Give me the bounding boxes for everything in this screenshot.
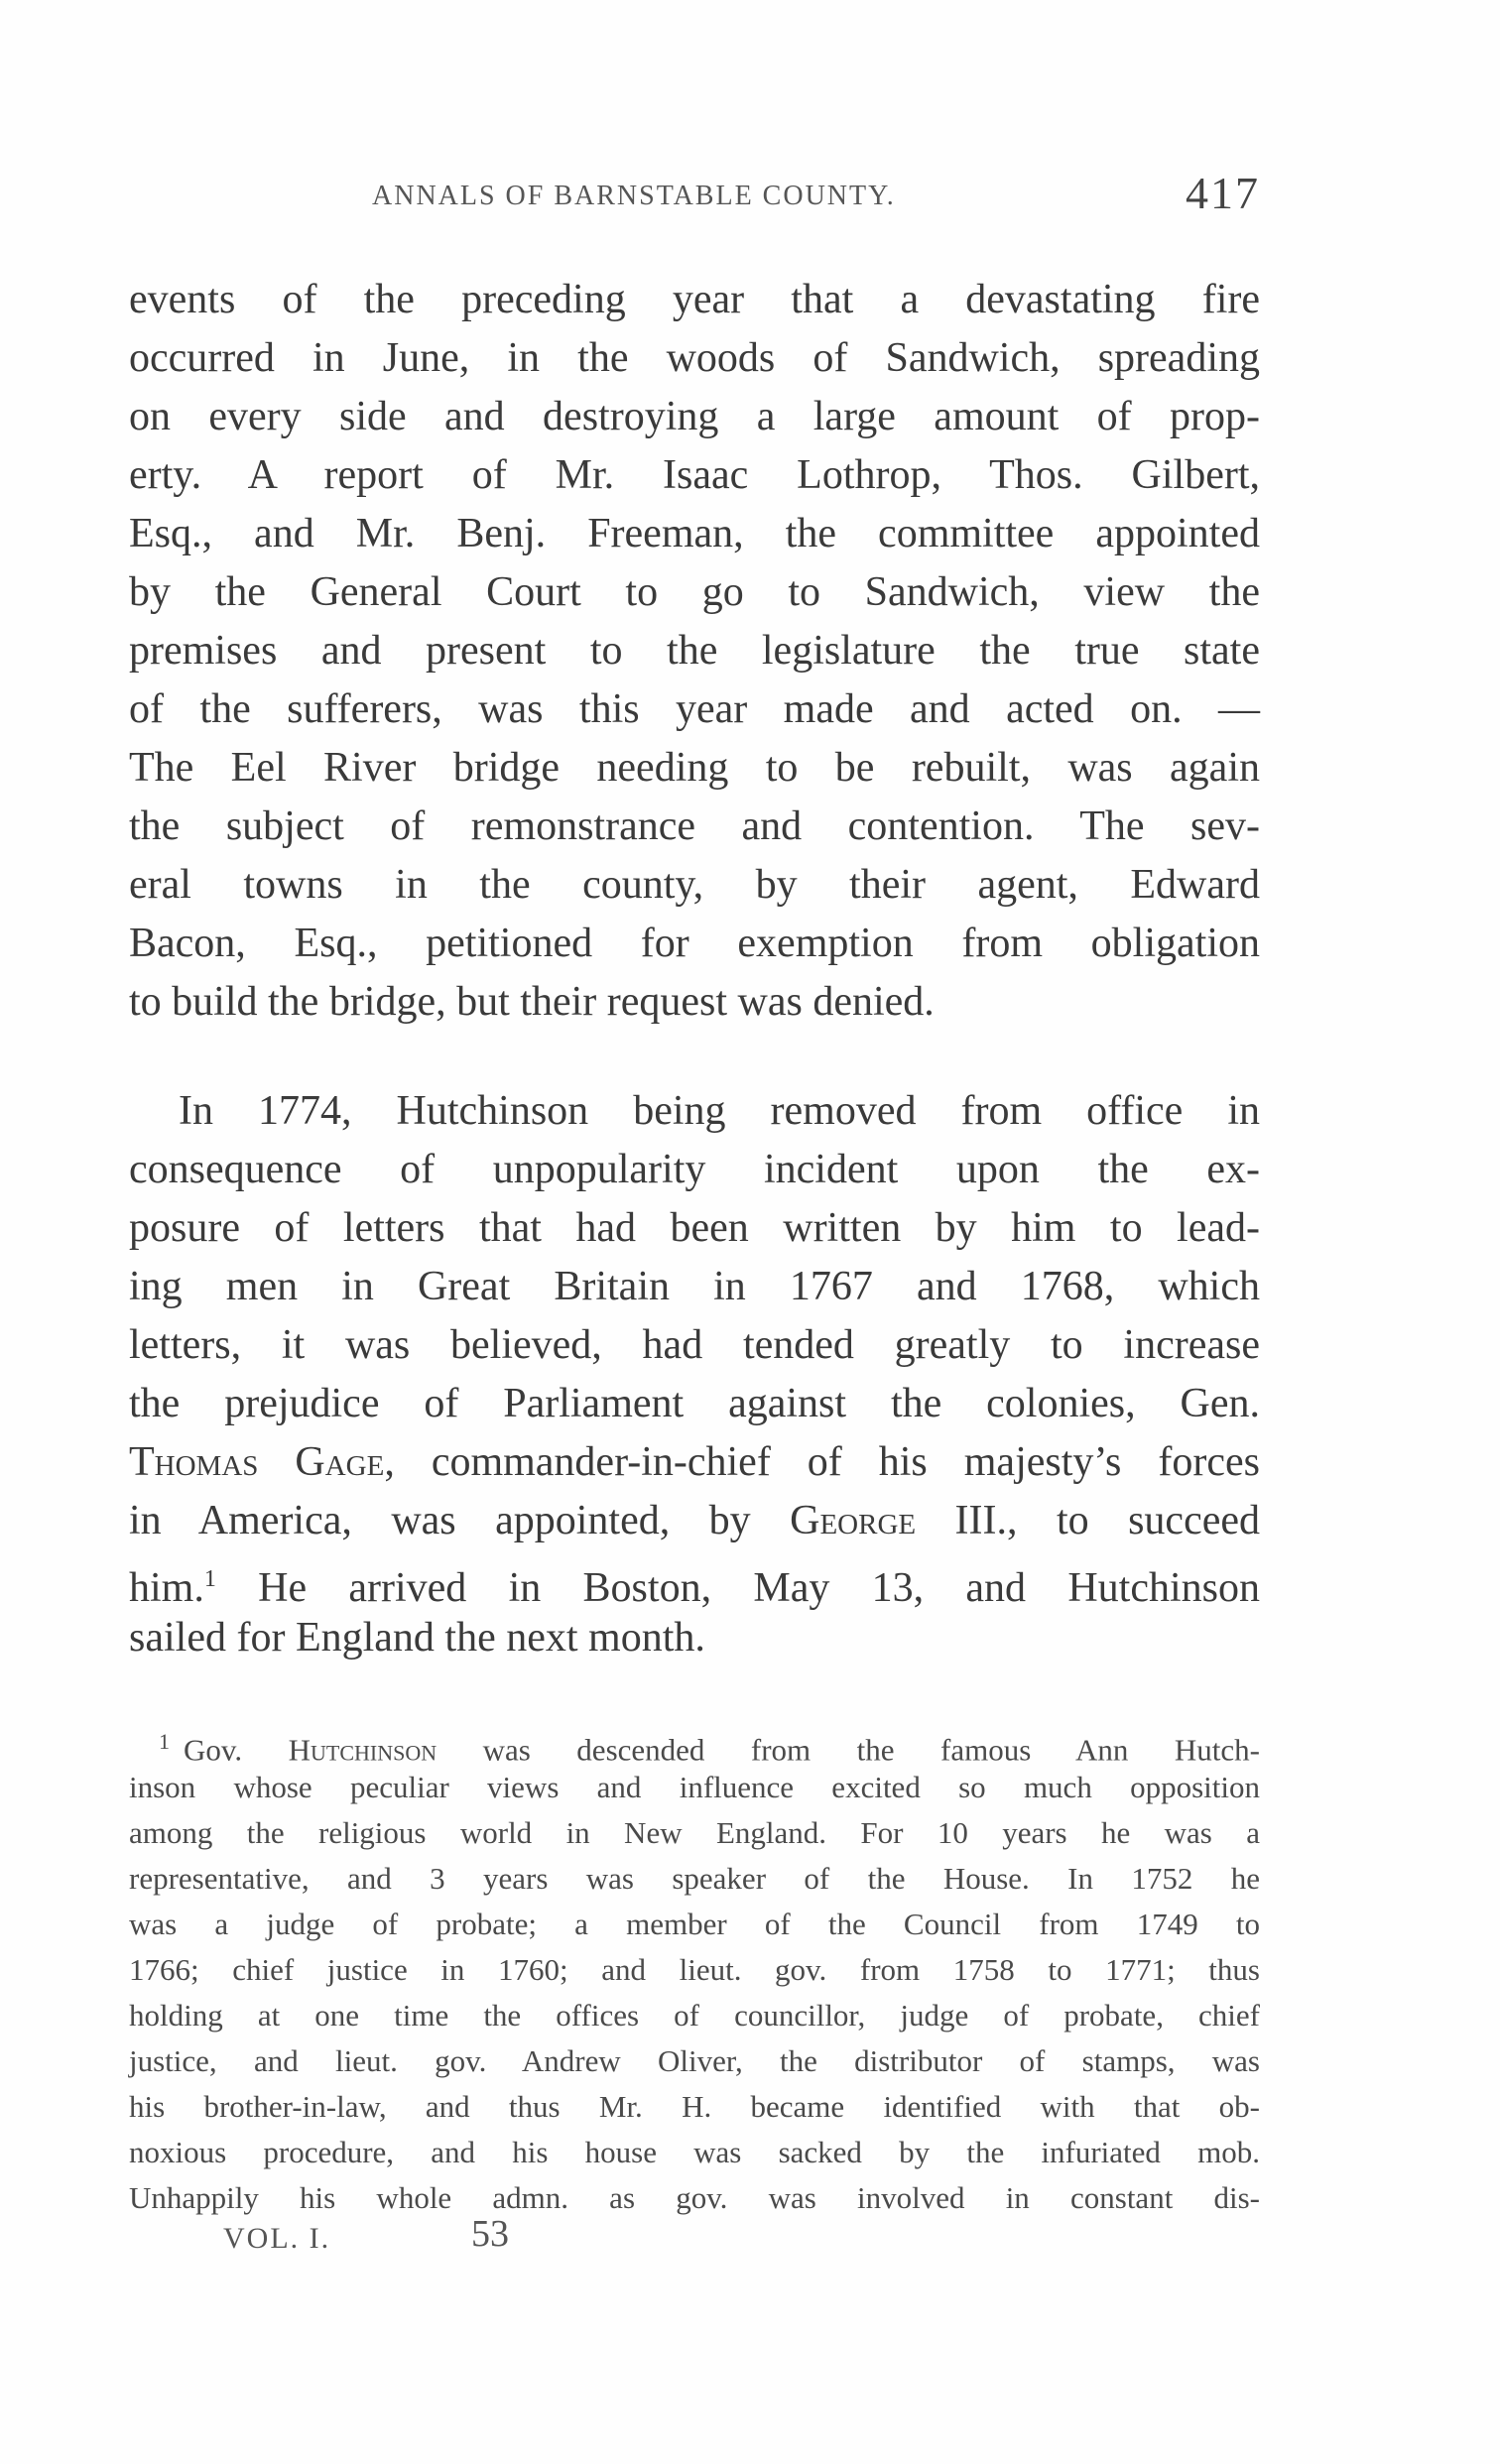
footnote-line: Unhappily his whole admn. as gov. was involved in constant dis- <box>129 2180 1260 2215</box>
footnote-line: inson whose peculiar views and influence excited so much opposition <box>129 1770 1260 1804</box>
footnote-line: 1766; chief justice in 1760; and lieut. gov. from 1758 to 1771; thus <box>129 1952 1260 1987</box>
text-line <box>129 1492 1260 1550</box>
page-number: 417 <box>1186 168 1260 218</box>
text-line: letters, it was believed, had tended greatly to increase <box>129 1322 1260 1368</box>
volume-label: VOL. I. <box>223 2222 331 2255</box>
text-line: by the General Court to go to Sandwich, view the <box>129 569 1260 615</box>
text-line: posure of letters that had been written by him to lead- <box>129 1205 1260 1251</box>
footnote-line: was a judge of probate; a member of the Council from 1749 to <box>129 1907 1260 1941</box>
text-span: III., to succeed <box>916 1498 1260 1543</box>
text-line: eral towns in the county, by their agent, Edward <box>129 862 1260 908</box>
text-line: on every side and destroying a large amount of prop- <box>129 394 1260 439</box>
text-line: premises and present to the legislature the true state <box>129 628 1260 674</box>
text-line: events of the preceding year that a devastating fire <box>129 277 1260 322</box>
text-line: sailed for England the next month. <box>129 1615 705 1661</box>
text-line: Bacon, Esq., petitioned for exemption from obligation <box>129 921 1260 966</box>
footnote-line: among the religious world in New England. For 10 years he was a <box>129 1815 1260 1850</box>
footnote-line: holding at one time the offices of councillor, judge of probate, chief <box>129 1998 1260 2033</box>
running-head <box>129 167 1260 226</box>
text-line: erty. A report of Mr. Isaac Lothrop, Thos. Gilbert, <box>129 452 1260 498</box>
text-span: was descended from the famous Ann Hutch- <box>437 1732 1261 1768</box>
person-name: Thomas Gage <box>129 1439 385 1485</box>
footnote-line: noxious procedure, and his house was sacked by the infuriated mob. <box>129 2135 1260 2169</box>
text-line: occurred in June, in the woods of Sandwich, spreading <box>129 335 1260 381</box>
text-line: In 1774, Hutchinson being removed from office in <box>179 1088 1260 1134</box>
text-line: to build the bridge, but their request was denied. <box>129 979 935 1025</box>
text-span: He arrived in Boston, May 13, and Hutchinson <box>215 1565 1260 1611</box>
text-line: of the sufferers, was this year made and acted on. — <box>129 686 1260 732</box>
text-line: Esq., and Mr. Benj. Freeman, the committee appointed <box>129 511 1260 556</box>
text-line: The Eel River bridge needing to be rebuilt, was again <box>129 745 1260 791</box>
text-span: Gov. <box>184 1732 289 1768</box>
text-line: the prejudice of Parliament against the colonies, Gen. <box>129 1381 1260 1426</box>
text-span: in America, was appointed, by <box>129 1498 791 1543</box>
footnote-line: representative, and 3 years was speaker of the House. In 1752 he <box>129 1861 1260 1896</box>
footnote-line: justice, and lieut. gov. Andrew Oliver, the distributor of stamps, was <box>129 2043 1260 2078</box>
person-name: George <box>790 1498 917 1543</box>
signature-number: 53 <box>471 2213 509 2255</box>
footnote-marker: 1 <box>159 1729 170 1754</box>
signature-mark <box>223 2212 620 2262</box>
text-line <box>129 1550 1260 1609</box>
paragraph-2 <box>129 1082 1260 1667</box>
paragraph-1 <box>129 271 1260 1032</box>
text-line: consequence of unpopularity incident upon the ex- <box>129 1147 1260 1192</box>
text-span: , commander-in-chief of his majesty’s forces <box>384 1439 1260 1485</box>
text-line: the subject of remonstrance and contention. The sev- <box>129 803 1260 849</box>
footnote-reference[interactable]: 1 <box>203 1566 216 1592</box>
running-title: ANNALS OF BARNSTABLE COUNTY. <box>372 181 896 211</box>
person-name: Hutchinson <box>288 1732 438 1768</box>
footnote-line: his brother-in-law, and thus Mr. H. became identified with that ob- <box>129 2089 1260 2124</box>
text-line <box>129 1433 1260 1492</box>
footnote <box>129 1719 1260 2221</box>
text-line: ing men in Great Britain in 1767 and 1768, which <box>129 1264 1260 1309</box>
footnote-line <box>129 1719 1261 1768</box>
text-span: him. <box>129 1565 204 1611</box>
